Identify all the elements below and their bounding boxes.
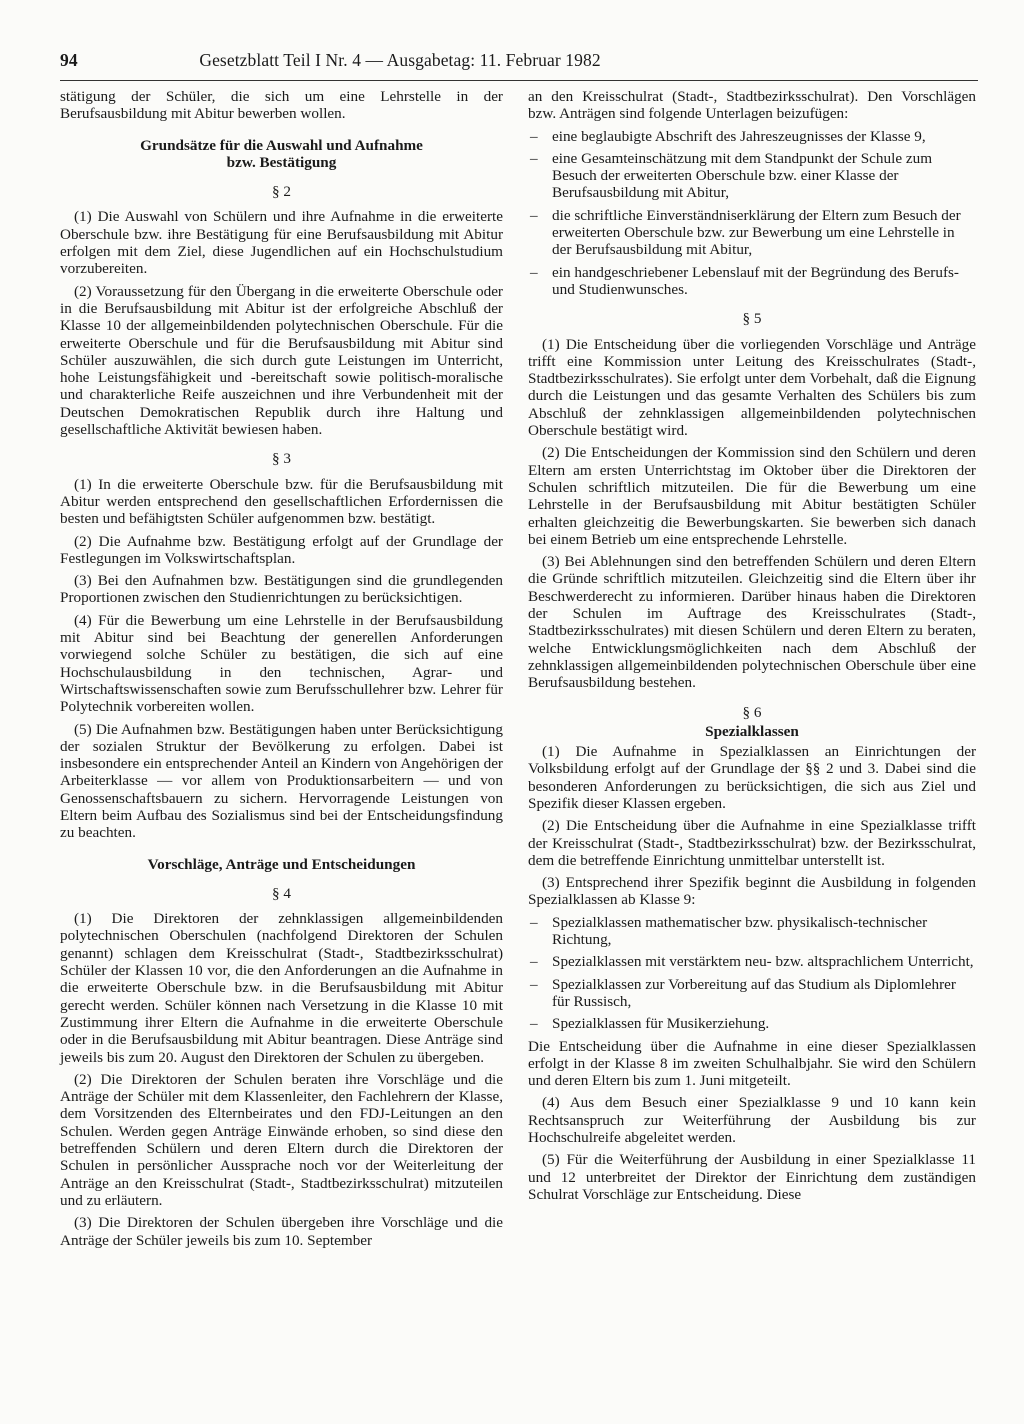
list-item: – Spezialklassen mit verstärktem neu- bzw. altsprachlichem Unterricht, <box>528 953 976 970</box>
right-column <box>528 88 976 1208</box>
paragraph-4-3: (3) Die Direktoren der Schulen übergeben ihre Vorschläge und die Anträge der Schüler jeweils bis zum 10. September <box>60 1214 503 1249</box>
paragraph-3-4: (4) Für die Bewerbung um eine Lehrstelle in der Berufsausbildung mit Abitur sind bei Beachtung der generellen Anforderungen vorwiegend solche Schüler zu bestätigen, die sich auf eine Hochschulausbildung in den technischen, Agrar- und Wirtschaftswissenschaften sowie zum Berufsschullehrer bzw. Lehrer für Polytechnik vorbereiten wollen. <box>60 611 503 716</box>
paragraph-3-3: (3) Bei den Aufnahmen bzw. Bestätigungen sind die grundlegenden Proportionen zwischen den Studienrichtungen zu berücksichtigen. <box>60 572 503 607</box>
special-classes-list <box>528 914 976 1033</box>
paragraph-5-2: (2) Die Entscheidungen der Kommission sind den Schülern und deren Eltern am ersten Unterrichtstag im Oktober über die Direktoren der Schulen schriftlich mitzuteilen. Die für die Bewerbung um eine Lehrstelle in der Berufsausbildung mit Abitur bestätigten Schüler erhalten gleichzeitig die Bewerbungskarten. Sie bewerben sich danach bei einem Betrieb um eine entsprechende Lehrstelle. <box>528 444 976 548</box>
paragraph-5-title: § 5 <box>742 310 762 328</box>
paragraph-6-5: (5) Für die Weiterführung der Ausbildung in einer Spezialklasse 11 und 12 unterbreitet der Direktor der Einrichtung dem zuständigen Schulrat Vorschläge zur Entscheidung. Diese <box>528 1151 976 1203</box>
heading-line: Grundsätze für die Auswahl und Aufnahme <box>140 136 423 154</box>
paragraph-2-2: (2) Voraussetzung für den Übergang in die erweiterte Oberschule oder in die Berufsausbildung mit Abitur ist der erfolgreiche Abschluß der Klasse 10 der allgemeinbildenden polytechnischen Oberschule. Für die erweiterte Oberschule und für die Berufsausbildung mit Abitur sind Schüler auszuwählen, die sich durch gute Leistungen im Unterricht, hohe Leistungsfähigkeit und -bereitschaft sowie politisch-moralische und charakterliche Reife auszeichnen und ihre Verbundenheit mit der Deutschen Demokratischen Republik durch ihre Haltung und gesellschaftliche Aktivität bewiesen haben. <box>60 282 503 439</box>
paragraph-6-4: (4) Aus dem Besuch einer Spezialklasse 9 und 10 kann kein Rechtsanspruch zur Weiterführung der Ausbildung bis zur Hochschulreife abgeleitet werden. <box>528 1094 976 1147</box>
paragraph-4-1: (1) Die Direktoren der zehnklassigen allgemeinbildenden polytechnischen Oberschulen (nachfolgend Direktoren der Schulen genannt) schlagen dem Kreisschulrat (Stadt-, Stadtbezirksschulrat) Schüler der Klassen 10 vor, die den Anforderungen an die Aufnahme in die erweiterte Oberschule bzw. in die Berufsausbildung mit Abitur gerecht werden. Schüler können nach Versetzung in die Klasse 10 mit Zustimmung ihrer Eltern die Aufnahme in die erweiterte Oberschule oder in die Berufsausbildung mit Abitur beantragen. Diese Anträge sind jeweils bis zum 20. August den Direktoren der Schulen zu übergeben. <box>60 910 503 1066</box>
page-header <box>60 50 740 78</box>
paragraph-3-5: (5) Die Aufnahmen bzw. Bestätigungen haben unter Berücksichtigung der sozialen Struktur der Bevölkerung zu erfolgen. Dabei ist insbesondere ein entsprechender Anteil an Kindern von Angehörigen der Arbeiterklasse — vor allem von Produktionsarbeitern — und von Genossenschaftsbauern zu sichern. Hervorragende Leistungen von Eltern beim Aufbau des Sozialismus sind bei der Entscheidungsfindung zu beachten. <box>60 720 503 842</box>
paragraph-6-title: § 6 <box>742 703 762 721</box>
list-item: – ein handgeschriebener Lebenslauf mit der Begründung des Berufs- und Studienwunsches. <box>528 264 976 299</box>
list-item: – eine Gesamteinschätzung mit dem Standpunkt der Schule zum Besuch der erweiterten Oberschule bzw. einer Klasse der Berufsausbildung mit Abitur, <box>528 150 976 202</box>
section-heading-selection <box>60 137 503 172</box>
paragraph-6-1: (1) Die Aufnahme in Spezialklassen an Einrichtungen der Volksbildung erfolgt auf der Grundlage der §§ 2 und 3. Dabei sind die besonderen Anforderungen zu berücksichtigen, die sich aus Ziel und Spezifik dieser Klassen ergeben. <box>528 743 976 812</box>
list-item: – Spezialklassen zur Vorbereitung auf das Studium als Diplomlehrer für Russisch, <box>528 976 976 1011</box>
continuation-text: an den Kreisschulrat (Stadt-, Stadtbezirksschulrat). Den Vorschlägen bzw. Anträgen sind folgende Unterlagen beizufügen: <box>528 88 976 123</box>
left-column <box>60 88 503 1254</box>
heading-line: bzw. Bestätigung <box>226 153 337 171</box>
paragraph-4-title: § 4 <box>272 884 291 902</box>
paragraph-6-2: (2) Die Entscheidung über die Aufnahme in eine Spezialklasse trifft der Kreisschulrat (Stadt-, Stadtbezirksschulrat) bzw. der Bezirksschulrat, dem die betreffende Einrichtung unmittelbar unterstellt ist. <box>528 817 976 869</box>
paragraph-4-2: (2) Die Direktoren der Schulen beraten ihre Vorschläge und die Anträge der Schüler mit dem Klassenleiter, den Fachlehrern der Klasse, dem Vorsitzenden des Elternbeirates und den FDJ-Leitungen an den Schulen. Werden gegen Anträge Einwände erhoben, so sind diese den betreffenden Schülern und deren Eltern durch die Direktoren der Schulen in persönlicher Aussprache noch vor der Weiterleitung der Anträge an den Kreisschulrat (Stadt-, Stadtbezirksschulrat) mitzuteilen und zu erläutern. <box>60 1070 503 1209</box>
intro-text: stätigung der Schüler, die sich um eine Lehrstelle in der Berufsausbildung mit Abitur bewerben wollen. <box>60 88 503 123</box>
paragraph-6-3-cont: Die Entscheidung über die Aufnahme in eine dieser Spezialklassen erfolgt in der Klasse 8 im zweiten Schulhalbjahr. Sie wird den Schülern und deren Eltern bis zum 1. Juni mitgeteilt. <box>528 1037 976 1090</box>
page-number: 94 <box>60 50 78 70</box>
list-item: – Spezialklassen mathematischer bzw. physikalisch-technischer Richtung, <box>528 914 976 949</box>
paragraph-3-2: (2) Die Aufnahme bzw. Bestätigung erfolgt auf der Grundlage der Festlegungen im Volkswirtschaftsplan. <box>60 532 503 567</box>
paragraph-6-3: (3) Entsprechend ihrer Spezifik beginnt die Ausbildung in folgenden Spezialklassen ab Klasse 9: <box>528 874 976 909</box>
list-item: – Spezialklassen für Musikerziehung. <box>528 1015 976 1032</box>
paragraph-2-title: § 2 <box>272 183 291 201</box>
paragraph-3-1: (1) In die erweiterte Oberschule bzw. für die Berufsausbildung mit Abitur werden entsprechend den gesellschaftlichen Erfordernissen die besten und befähigtsten Schüler aufgenommen bzw. bestätigt. <box>60 475 503 528</box>
section-heading-proposals: Vorschläge, Anträge und Entscheidungen <box>147 855 416 873</box>
section-heading-special-classes: Spezialklassen <box>705 722 799 740</box>
paragraph-5-1: (1) Die Entscheidung über die vorliegenden Vorschläge und Anträge trifft eine Kommission unter Leitung des Kreisschulrates (Stadt-, Stadtbezirksschulrates). Sie erfolgt unter dem Vorbehalt, daß die Eignung durch die Leistungen und das gesamte Verhalten des Schülers bis zum Abschluß der zehnklassigen allgemeinbildenden polytechnischen Oberschule bestätigt wird. <box>528 335 976 440</box>
header-rule <box>60 80 978 81</box>
documents-list <box>528 128 976 299</box>
header-title: Gesetzblatt Teil I Nr. 4 — Ausgabetag: 11. Februar 1982 <box>199 50 601 70</box>
list-item: – die schriftliche Einverständniserklärung der Eltern zum Besuch der erweiterten Oberschule bzw. zur Bewerbung um eine Lehrstelle in der Berufsausbildung mit Abitur, <box>528 207 976 259</box>
paragraph-5-3: (3) Bei Ablehnungen sind den betreffenden Schülern und deren Eltern die Gründe schriftlich mitzuteilen. Gleichzeitig sind die Eltern über ihr Beschwerderecht zu informieren. Darüber hinaus haben die Direktoren der Schulen im Auftrage des Kreisschulrates (Stadt-, Stadtbezirksschulrates) mit diesen Schülern und deren Eltern zu beraten, welche Entwicklungsmöglichkeiten nach dem Abschluß der zehnklassigen allgemeinbildenden polytechnischen Oberschule über eine Berufsausbildung bestehen. <box>528 553 976 692</box>
list-item: – eine beglaubigte Abschrift des Jahreszeugnisses der Klasse 9, <box>528 128 976 145</box>
paragraph-2-1: (1) Die Auswahl von Schülern und ihre Aufnahme in die erweiterte Oberschule bzw. ihre Bestätigung für eine Berufsausbildung mit Abitur erfolgen mit dem Ziel, diese Jugendlichen auf ein Hochschulstudium vorzubereiten. <box>60 208 503 278</box>
paragraph-3-title: § 3 <box>272 450 291 468</box>
